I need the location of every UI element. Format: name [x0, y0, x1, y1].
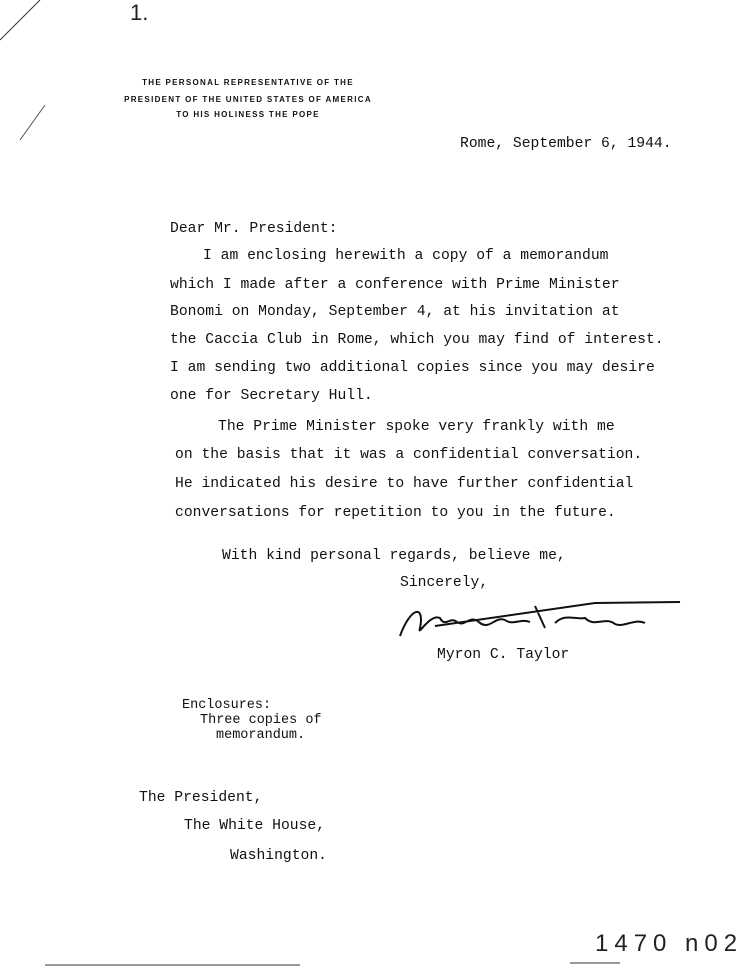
body-line: I am sending two additional copies since you may desire	[170, 360, 655, 376]
letterhead-line: PRESIDENT OF THE UNITED STATES OF AMERICA	[124, 95, 372, 104]
signature	[395, 598, 685, 643]
body-line: one for Secretary Hull.	[170, 388, 373, 404]
archive-number: 1470 n02	[595, 930, 744, 957]
body-line: He indicated his desire to have further confidential	[175, 476, 634, 492]
body-line: With kind personal regards, believe me,	[222, 548, 566, 564]
address-line: Washington.	[230, 848, 327, 864]
body-line: which I made after a conference with Prime Minister	[170, 277, 620, 293]
date-line: Rome, September 6, 1944.	[460, 136, 672, 152]
closing: Sincerely,	[400, 575, 489, 591]
body-line: on the basis that it was a confidential conversation.	[175, 447, 643, 463]
margin-mark: 1.	[130, 0, 149, 25]
letterhead-line: TO HIS HOLINESS THE POPE	[176, 110, 320, 119]
address-line: The White House,	[184, 818, 326, 834]
signer-name: Myron C. Taylor	[437, 647, 570, 663]
enclosures-label: Enclosures:	[182, 698, 272, 713]
body-line: Bonomi on Monday, September 4, at his invitation at	[170, 304, 620, 320]
body-line: The Prime Minister spoke very frankly with me	[218, 419, 615, 435]
body-line: I am enclosing herewith a copy of a memorandum	[203, 248, 609, 264]
body-line: the Caccia Club in Rome, which you may find of interest.	[170, 332, 664, 348]
salutation: Dear Mr. President:	[170, 221, 338, 237]
enclosures-line: memorandum.	[216, 728, 306, 743]
address-line: The President,	[139, 790, 263, 806]
letterhead-line: THE PERSONAL REPRESENTATIVE OF THE	[142, 78, 354, 87]
enclosures-line: Three copies of	[200, 713, 322, 728]
body-line: conversations for repetition to you in the future.	[175, 505, 616, 521]
